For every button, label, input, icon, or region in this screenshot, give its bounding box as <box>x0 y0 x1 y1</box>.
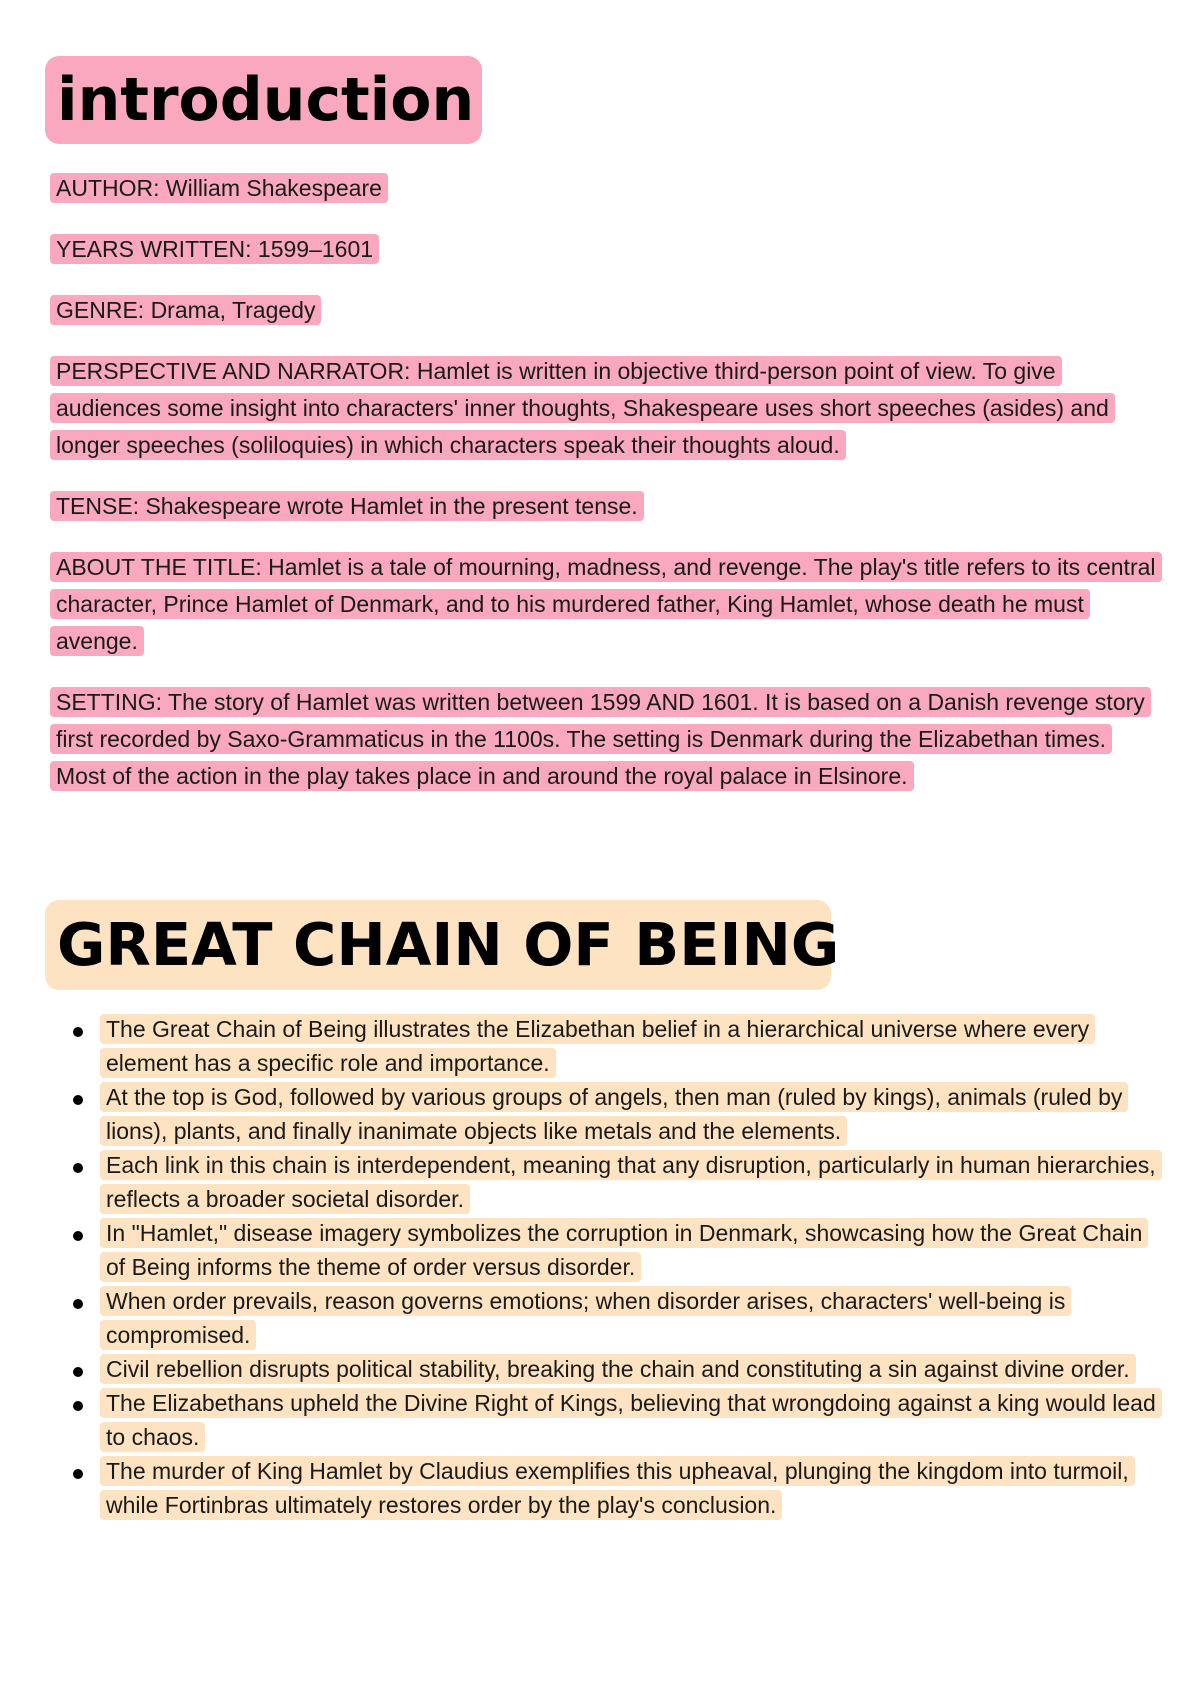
introduction-section <box>50 170 1160 819</box>
bullet-icon <box>73 1299 83 1309</box>
years-written-text: YEARS WRITTEN: 1599–1601 <box>50 234 379 264</box>
list-item-text: The Elizabethans upheld the Divine Right of Kings, believing that wrongdoing against a king would lead to chaos. <box>100 1388 1162 1452</box>
list-item <box>100 1284 1160 1352</box>
setting-paragraph <box>50 684 1160 795</box>
about-title-text: ABOUT THE TITLE: Hamlet is a tale of mourning, madness, and revenge. The play's title refers to its central character, Prince Hamlet of Denmark, and to his murdered father, King Hamlet, whose death he must avenge. <box>50 552 1162 656</box>
tense-paragraph <box>50 488 1160 525</box>
about-title-paragraph <box>50 549 1160 660</box>
list-item <box>100 1148 1160 1216</box>
list-item <box>100 1216 1160 1284</box>
list-item-text: Civil rebellion disrupts political stability, breaking the chain and constituting a sin against divine order. <box>100 1354 1136 1384</box>
list-item-text: The murder of King Hamlet by Claudius exemplifies this upheaval, plunging the kingdom into turmoil, while Fortinbras ultimately restores order by the play's conclusion. <box>100 1456 1135 1520</box>
list-item-text: At the top is God, followed by various groups of angels, then man (ruled by kings), animals (ruled by lions), plants, and finally inanimate objects like metals and the elements. <box>100 1082 1128 1146</box>
list-item <box>100 1080 1160 1148</box>
list-item <box>100 1012 1160 1080</box>
bullet-icon <box>73 1231 83 1241</box>
list-item-text: Each link in this chain is interdependent, meaning that any disruption, particularly in human hierarchies, reflects a broader societal disorder. <box>100 1150 1162 1214</box>
perspective-text: PERSPECTIVE AND NARRATOR: Hamlet is written in objective third-person point of view. To give audiences some insight into characters' inner thoughts, Shakespeare uses short speeches (asides) and longer speeches (soliloquies) in which characters speak their thoughts aloud. <box>50 356 1115 460</box>
author-paragraph <box>50 170 1160 207</box>
list-item-text: When order prevails, reason governs emotions; when disorder arises, characters' well-being is compromised. <box>100 1286 1071 1350</box>
great-chain-heading: GREAT CHAIN OF BEING <box>45 900 831 990</box>
bullet-icon <box>73 1401 83 1411</box>
bullet-icon <box>73 1027 83 1037</box>
list-item-text: The Great Chain of Being illustrates the Elizabethan belief in a hierarchical universe where every element has a specific role and importance. <box>100 1014 1095 1078</box>
setting-text: SETTING: The story of Hamlet was written between 1599 AND 1601. It is based on a Danish revenge story first recorded by Saxo-Grammaticus in the 1100s. The setting is Denmark during the Elizabethan times. Most of the action in the play takes place in and around the royal palace in Elsinore. <box>50 687 1151 791</box>
genre-text: GENRE: Drama, Tragedy <box>50 295 321 325</box>
perspective-paragraph <box>50 353 1160 464</box>
introduction-heading: introduction <box>45 56 482 144</box>
genre-paragraph <box>50 292 1160 329</box>
list-item <box>100 1454 1160 1522</box>
list-item <box>100 1352 1160 1386</box>
author-text: AUTHOR: William Shakespeare <box>50 173 388 203</box>
bullet-icon <box>73 1469 83 1479</box>
list-item-text: In "Hamlet," disease imagery symbolizes the corruption in Denmark, showcasing how the Great Chain of Being informs the theme of order versus disorder. <box>100 1218 1148 1282</box>
tense-text: TENSE: Shakespeare wrote Hamlet in the present tense. <box>50 491 644 521</box>
bullet-icon <box>73 1163 83 1173</box>
years-written-paragraph <box>50 231 1160 268</box>
bullet-icon <box>73 1095 83 1105</box>
list-item <box>100 1386 1160 1454</box>
bullet-icon <box>73 1367 83 1377</box>
great-chain-list <box>100 1012 1160 1522</box>
